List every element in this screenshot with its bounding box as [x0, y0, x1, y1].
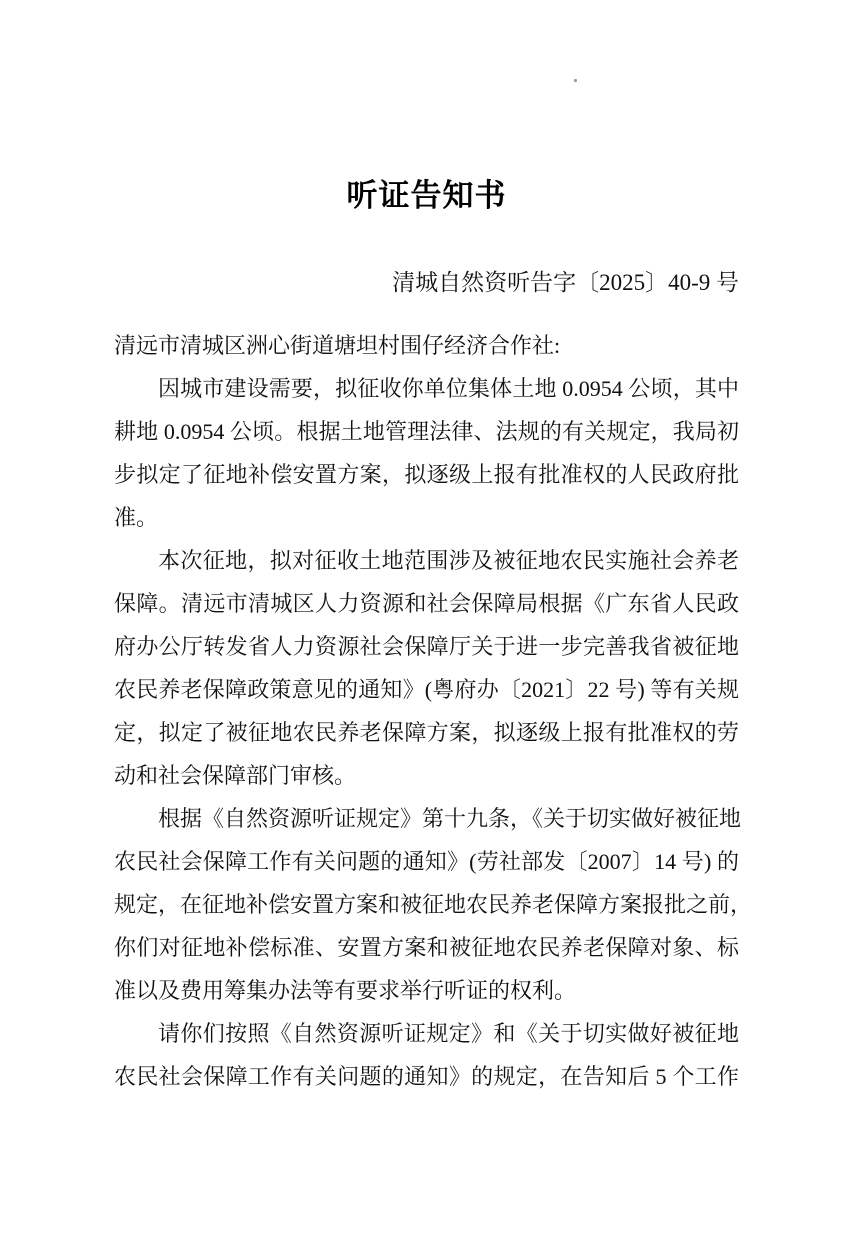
body-line: 农民社会保障工作有关问题的通知》(劳社部发〔2007〕14 号) 的 [114, 849, 739, 874]
body-line: 本次征地，拟对征收土地范围涉及被征地农民实施社会养老 [158, 548, 739, 573]
body-line: 农民养老保障政策意见的通知》(粤府办〔2021〕22 号) 等有关规 [114, 677, 739, 702]
body-line: 规定，在征地补偿安置方案和被征地农民养老保障方案报批之前， [114, 892, 753, 917]
body-line: 农民社会保障工作有关问题的通知》的规定，在告知后 5 个工作 [114, 1064, 739, 1089]
addressee-line: 清远市清城区洲心街道塘坦村围仔经济合作社: [114, 333, 561, 358]
body-line: 因城市建设需要，拟征收你单位集体土地 0.0954 公顷，其中 [158, 376, 739, 401]
body-line: 定，拟定了被征地农民养老保障方案，拟逐级上报有批准权的劳 [114, 720, 739, 745]
body-line: 动和社会保障部门审核。 [114, 763, 357, 788]
document-number: 清城自然资听告字〔2025〕40-9 号 [392, 270, 739, 295]
body-line: 你们对征地补偿标准、安置方案和被征地农民养老保障对象、标 [114, 935, 739, 960]
body-line: 步拟定了征地补偿安置方案，拟逐级上报有批准权的人民政府批 [114, 462, 739, 487]
document-body [114, 324, 753, 1098]
body-line: 根据《自然资源听证规定》第十九条，《关于切实做好被征地 [158, 806, 742, 831]
body-line: 准。 [114, 505, 159, 530]
body-line: 耕地 0.0954 公顷。根据土地管理法律、法规的有关规定，我局初 [114, 419, 739, 444]
body-line: 请你们按照《自然资源听证规定》和《关于切实做好被征地 [158, 1021, 739, 1046]
body-line: 府办公厅转发省人力资源社会保障厅关于进一步完善我省被征地 [114, 634, 739, 659]
document-title: 听证告知书 [346, 178, 507, 213]
body-line: 保障。清远市清城区人力资源和社会保障局根据《广东省人民政 [114, 591, 739, 616]
document-content [114, 0, 753, 1098]
body-line: 准以及费用筹集办法等有要求举行听证的权利。 [114, 978, 577, 1003]
